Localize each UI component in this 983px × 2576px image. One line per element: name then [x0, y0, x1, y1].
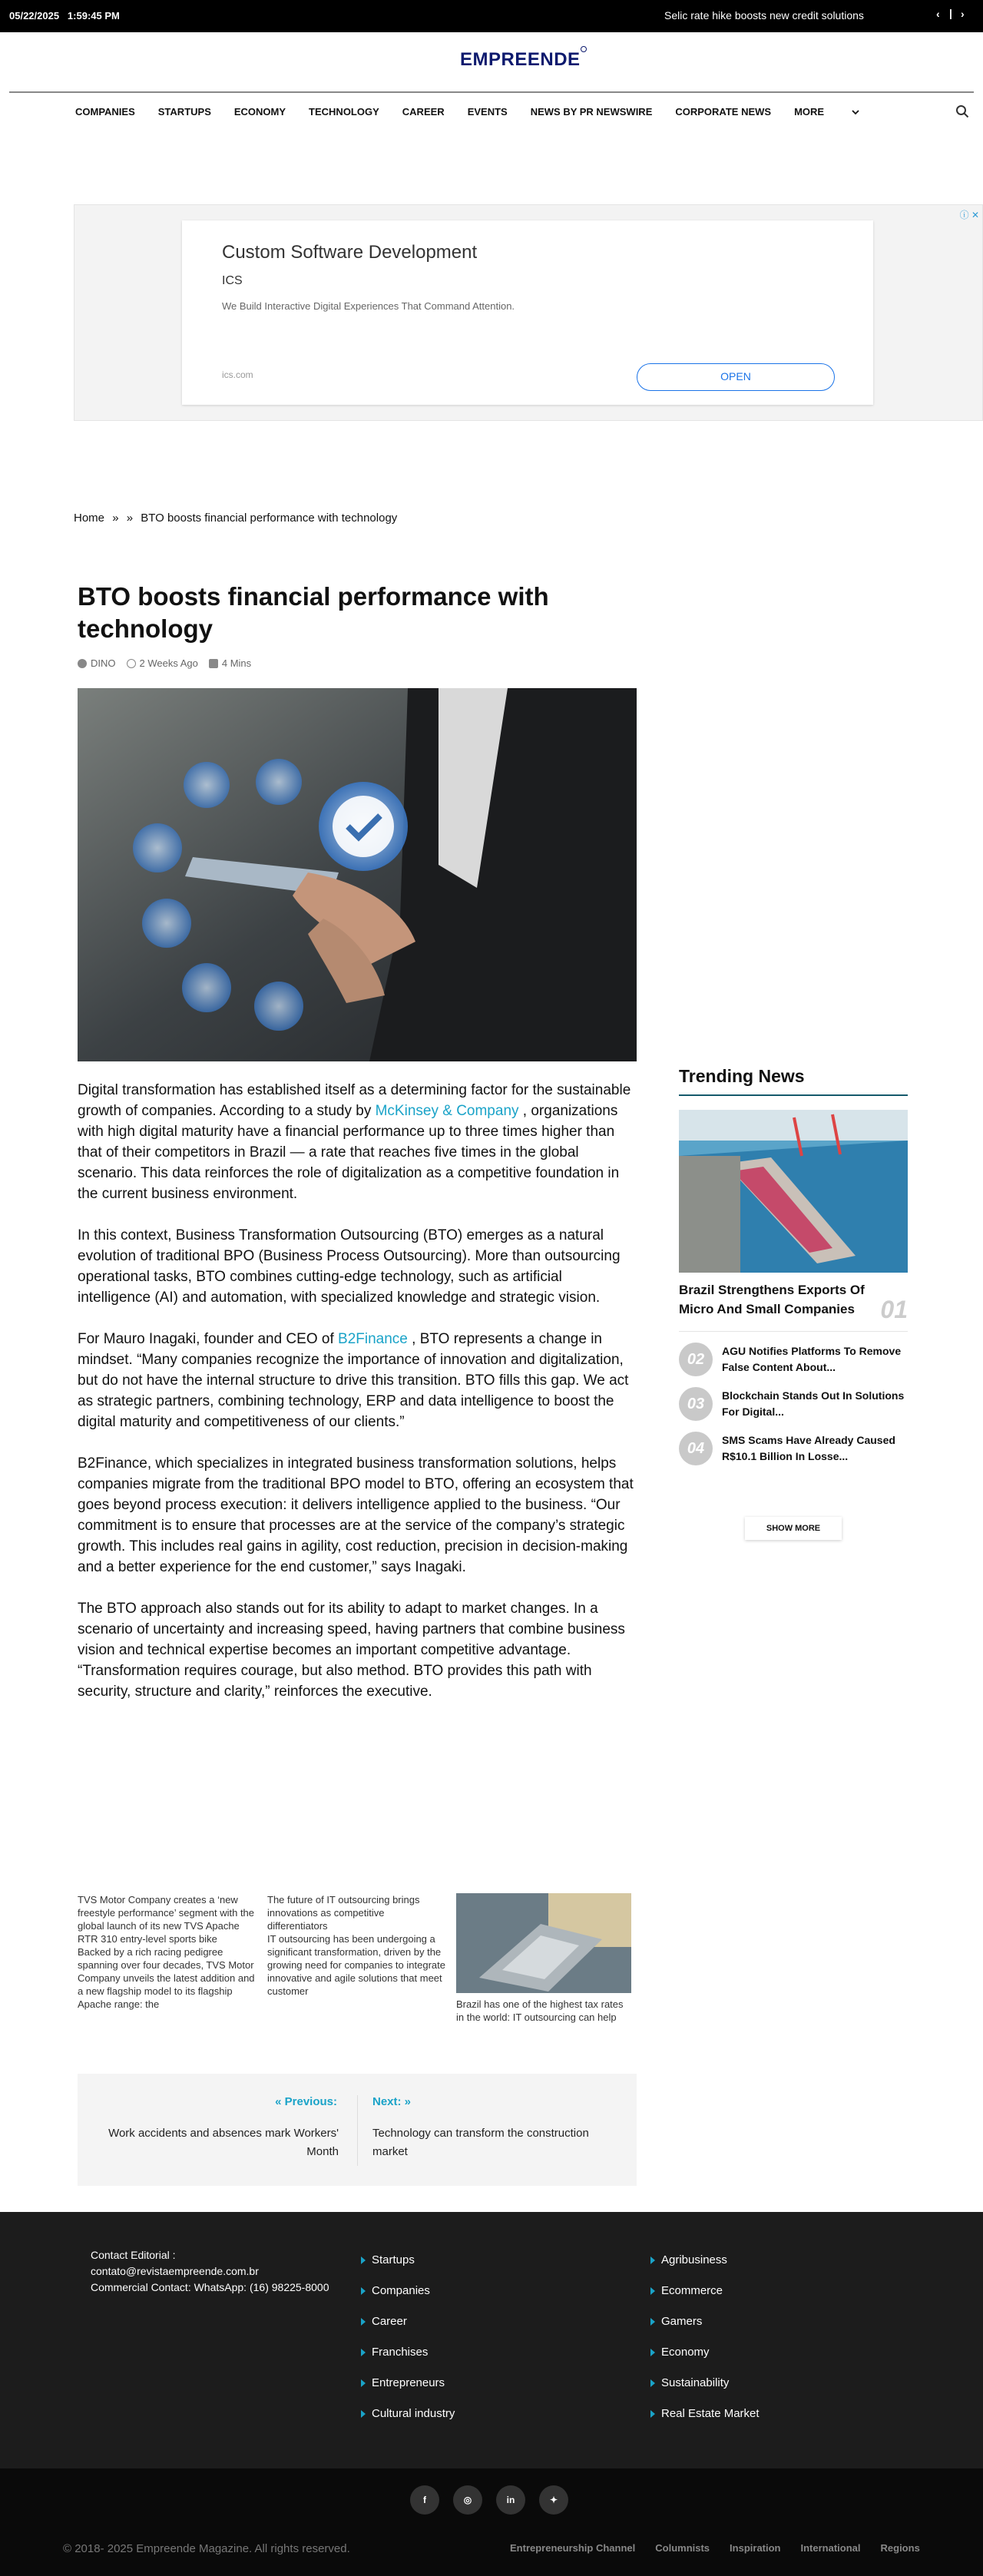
caret-right-icon — [361, 2349, 366, 2356]
user-icon — [78, 659, 87, 668]
hero-illustration — [78, 688, 637, 1061]
nav-item-companies[interactable]: COMPANIES — [75, 106, 135, 118]
caret-right-icon — [650, 2256, 655, 2264]
related-post-3-title: Brazil has one of the highest tax rates in the world: IT outsourcing can help — [456, 1998, 624, 2023]
author-name: DINO — [91, 657, 116, 669]
paragraph-1 — [78, 1080, 638, 1204]
bottom-links — [510, 2542, 920, 2554]
bottom-bar — [0, 2468, 983, 2576]
footer-column-2 — [650, 2253, 760, 2438]
footer-link[interactable] — [361, 2376, 455, 2407]
nav-item-more[interactable] — [794, 106, 859, 118]
featured-title-text: Brazil Strengthens Exports Of Micro And Small Companies — [679, 1283, 865, 1316]
read-time-text: 4 Mins — [221, 657, 252, 669]
ad-open-button[interactable]: OPEN — [637, 363, 835, 391]
trending-rank: 04 — [679, 1432, 713, 1465]
trending-item[interactable] — [679, 1332, 908, 1376]
mckinsey-link[interactable]: McKinsey & Company — [375, 1103, 519, 1119]
logo-text: EMPREENDE — [460, 49, 581, 70]
related-post-1[interactable]: TVS Motor Company creates a ‘new freestyle performance’ segment with the global launch of its new TVS Apache RTR 310 entry-level sports bike Backed by a rich racing pedigree spanning over four decades, TVS Motor Company unveils the latest addition and a new flagship model to its flagship Apache range: the — [78, 1894, 255, 2010]
footer-link-label: Career — [372, 2315, 407, 2328]
header-divider — [9, 91, 974, 93]
footer-link-label: Cultural industry — [372, 2407, 455, 2420]
trending-item-title: AGU Notifies Platforms To Remove False Content About... — [722, 1345, 902, 1373]
p1-text-b: , organizations with high digital maturity have a financial performance up to three times higher than that of their competitors in Brazil — a rate that reaches five times in the global scenario. This data reinforces the role of digitalization as a competitive foundation in the current business environment. — [78, 1103, 620, 1202]
b2finance-link[interactable]: B2Finance — [338, 1331, 408, 1347]
facebook-icon[interactable]: f — [410, 2485, 439, 2515]
linkedin-icon[interactable]: in — [496, 2485, 525, 2515]
bottom-link-entrepreneurship[interactable]: Entrepreneurship Channel — [510, 2542, 636, 2554]
footer-link[interactable] — [650, 2346, 760, 2376]
trending-item-title: Blockchain Stands Out In Solutions For Digital... — [722, 1389, 905, 1418]
nav-item-corporate-news[interactable]: CORPORATE NEWS — [675, 106, 772, 118]
footer-column-1 — [361, 2253, 455, 2438]
instagram-icon[interactable]: ◎ — [453, 2485, 482, 2515]
next-label[interactable]: Next: » — [372, 2095, 412, 2108]
footer-link[interactable] — [361, 2253, 455, 2284]
footer-link[interactable] — [650, 2376, 760, 2407]
divider — [357, 2095, 358, 2166]
footer-link[interactable] — [361, 2346, 455, 2376]
footer-link-label: Real Estate Market — [661, 2407, 760, 2420]
ad-url: ics.com — [222, 369, 253, 380]
footer-link-label: Ecommerce — [661, 2284, 723, 2297]
article-body — [78, 1080, 638, 1723]
footer-link-label: Startups — [372, 2253, 415, 2266]
search-icon[interactable] — [955, 104, 969, 118]
caret-right-icon — [650, 2410, 655, 2418]
trending-item[interactable] — [679, 1376, 908, 1421]
p3-text-b: , BTO represents a change in mindset. “Many companies recognize the importance of innovation and digitalization, but do not have the internal structure to drive this transition. BTO fills this gap. We act as strategic partners, combining technology, ERP and data intelligence to boost the digital maturity and competitiveness of our clients.” — [78, 1331, 629, 1430]
trending-item[interactable] — [679, 1421, 908, 1465]
footer-link-label: Entrepreneurs — [372, 2376, 445, 2389]
main-nav — [75, 106, 882, 118]
twitter-icon[interactable]: ✦ — [539, 2485, 568, 2515]
time: 1:59:45 PM — [67, 10, 120, 22]
news-ticker[interactable]: Selic rate hike boosts new credit solutions — [664, 9, 864, 22]
next-label-text: Next: — [372, 2095, 402, 2108]
caret-right-icon — [361, 2410, 366, 2418]
ticker-separator: | — [949, 7, 952, 19]
caret-right-icon — [361, 2379, 366, 2387]
clock-icon — [127, 659, 136, 668]
show-more-button[interactable]: SHOW MORE — [745, 1517, 842, 1540]
ad-close-icon[interactable]: ⓘ ✕ — [959, 210, 979, 220]
p3-text-a: For Mauro Inagaki, founder and CEO of — [78, 1331, 339, 1347]
footer-contact: Contact Editorial : contato@revistaempreende.com.br Commercial Contact: WhatsApp: (16) 98225-8000 — [91, 2249, 329, 2293]
footer-link-label: Franchises — [372, 2346, 429, 2359]
footer-link[interactable] — [650, 2407, 760, 2438]
read-time — [209, 657, 251, 669]
coffee-icon — [209, 659, 218, 668]
paragraph-4: B2Finance, which specializes in integrated business transformation solutions, helps companies migrate from the traditional BPO model to BTO, offering an ecosystem that goes beyond process execution: it delivers intelligence applied to the business. “Our commitment is to ensure that processes are at the service of the company’s strategic growth. This includes real gains in agility, cost reduction, precision in decision-making and a better experience for the end customer,” says Inagaki. — [78, 1455, 634, 1575]
caret-right-icon — [650, 2349, 655, 2356]
breadcrumb-home[interactable]: Home — [74, 512, 105, 525]
caret-right-icon — [650, 2318, 655, 2326]
trending-rank: 02 — [679, 1343, 713, 1376]
footer-link[interactable] — [361, 2407, 455, 2438]
chevron-right-icon[interactable]: › — [961, 8, 965, 20]
nav-item-startups[interactable]: STARTUPS — [157, 106, 211, 118]
published-text: 2 Weeks Ago — [139, 657, 198, 669]
previous-label[interactable]: « Previous: — [275, 2095, 337, 2108]
related-post-2[interactable]: The future of IT outsourcing brings innovations as competitive differentiators IT outsourcing has been undergoing a significant transformation, driven by the growing need for companies to integrate innovative and agile solutions that meet customer — [267, 1894, 445, 1997]
trending-heading: Trending News — [679, 1066, 908, 1096]
site-logo[interactable] — [460, 49, 581, 71]
next-post-title[interactable]: Technology can transform the construction market — [372, 2127, 589, 2158]
breadcrumb-separator: » — [112, 512, 119, 525]
caret-right-icon — [650, 2287, 655, 2295]
footer-link-label: Gamers — [661, 2315, 703, 2328]
trending-item-title: SMS Scams Have Already Caused R$10.1 Billion In Losse... — [722, 1434, 895, 1462]
chevron-left-icon[interactable]: ‹ — [936, 8, 940, 20]
top-bar — [0, 0, 983, 32]
nav-item-technology[interactable]: TECHNOLOGY — [309, 106, 379, 118]
featured-rank: 01 — [880, 1296, 908, 1323]
previous-post-title[interactable]: Work accidents and absences mark Workers' Month — [108, 2127, 339, 2158]
caret-right-icon — [650, 2379, 655, 2387]
trending-news — [679, 1066, 908, 1465]
ad-title: Custom Software Development — [222, 242, 478, 263]
trending-featured-title[interactable] — [679, 1280, 908, 1323]
post-navigation — [78, 2074, 637, 2186]
footer-link-label: Agribusiness — [661, 2253, 727, 2266]
previous-label-text: Previous: — [284, 2095, 337, 2108]
footer-link[interactable] — [361, 2284, 455, 2315]
breadcrumb — [74, 512, 402, 525]
chevron-down-icon — [852, 109, 859, 115]
ad-advertiser: ICS — [222, 274, 243, 287]
trending-featured-image[interactable] — [679, 1110, 908, 1273]
p1-text-a: Digital transformation has established itself as a determining factor for the sustainable growth of companies. According to a study by — [78, 1082, 631, 1119]
related-post-image — [456, 1893, 631, 1993]
footer-link-label: Sustainability — [661, 2376, 730, 2389]
breadcrumb-current: BTO boosts financial performance with technology — [141, 512, 398, 525]
hero-image — [78, 688, 637, 1061]
footer-link[interactable] — [361, 2315, 455, 2346]
bottom-link-inspiration[interactable]: Inspiration — [730, 2542, 781, 2554]
footer-link[interactable] — [650, 2253, 760, 2284]
caret-right-icon — [361, 2287, 366, 2295]
footer-link[interactable] — [650, 2284, 760, 2315]
bottom-link-international[interactable]: International — [800, 2542, 861, 2554]
caret-right-icon — [361, 2318, 366, 2326]
bottom-link-regions[interactable]: Regions — [880, 2542, 920, 2554]
breadcrumb-separator: » — [126, 512, 134, 525]
copyright: © 2018- 2025 Empreende Magazine. All rights reserved. — [63, 2542, 350, 2555]
bottom-link-columnists[interactable]: Columnists — [655, 2542, 710, 2554]
article-title: BTO boosts financial performance with technology — [78, 582, 549, 643]
footer-link-label: Economy — [661, 2346, 710, 2359]
logo-dot — [581, 46, 587, 52]
article-meta — [78, 657, 251, 669]
social-links — [410, 2485, 568, 2515]
date: 05/22/2025 — [9, 10, 60, 22]
site-footer — [0, 2212, 983, 2468]
nav-item-pr-newswire[interactable]: NEWS BY PR NEWSWIRE — [530, 106, 653, 118]
nav-item-economy[interactable]: ECONOMY — [233, 106, 286, 118]
caret-right-icon — [361, 2256, 366, 2264]
ad-banner — [74, 204, 983, 421]
published-date — [127, 657, 198, 669]
trending-rank: 03 — [679, 1387, 713, 1421]
footer-link-label: Companies — [372, 2284, 430, 2297]
nav-item-events[interactable]: EVENTS — [467, 106, 508, 118]
paragraph-5: The BTO approach also stands out for its ability to adapt to market changes. In a scenario of uncertainty and increasing speed, having partners that combine business vision and technical expertise becomes an important competitive advantage. “Transformation requires courage, but also method. BTO provides this path with security, structure and clarity,” reinforces the executive. — [78, 1601, 625, 1700]
paragraph-2: In this context, Business Transformation Outsourcing (BTO) emerges as a natural evolution of traditional BPO (Business Process Outsourcing). More than outsourcing operational tasks, BTO combines cutting-edge technology, such as artificial intelligence (AI) and automation, with specialized knowledge and strategic vision. — [78, 1227, 621, 1306]
port-illustration — [679, 1110, 908, 1273]
footer-link[interactable] — [650, 2315, 760, 2346]
nav-more-label: MORE — [794, 106, 825, 118]
nav-item-career[interactable]: CAREER — [402, 106, 445, 118]
laptop-illustration — [456, 1893, 631, 1993]
date-time — [9, 10, 120, 22]
ad-card[interactable] — [182, 220, 873, 405]
related-post-3[interactable] — [456, 1893, 631, 2024]
paragraph-3 — [78, 1329, 638, 1432]
author[interactable] — [78, 657, 116, 669]
ad-tagline: We Build Interactive Digital Experiences That Command Attention. — [222, 300, 515, 312]
